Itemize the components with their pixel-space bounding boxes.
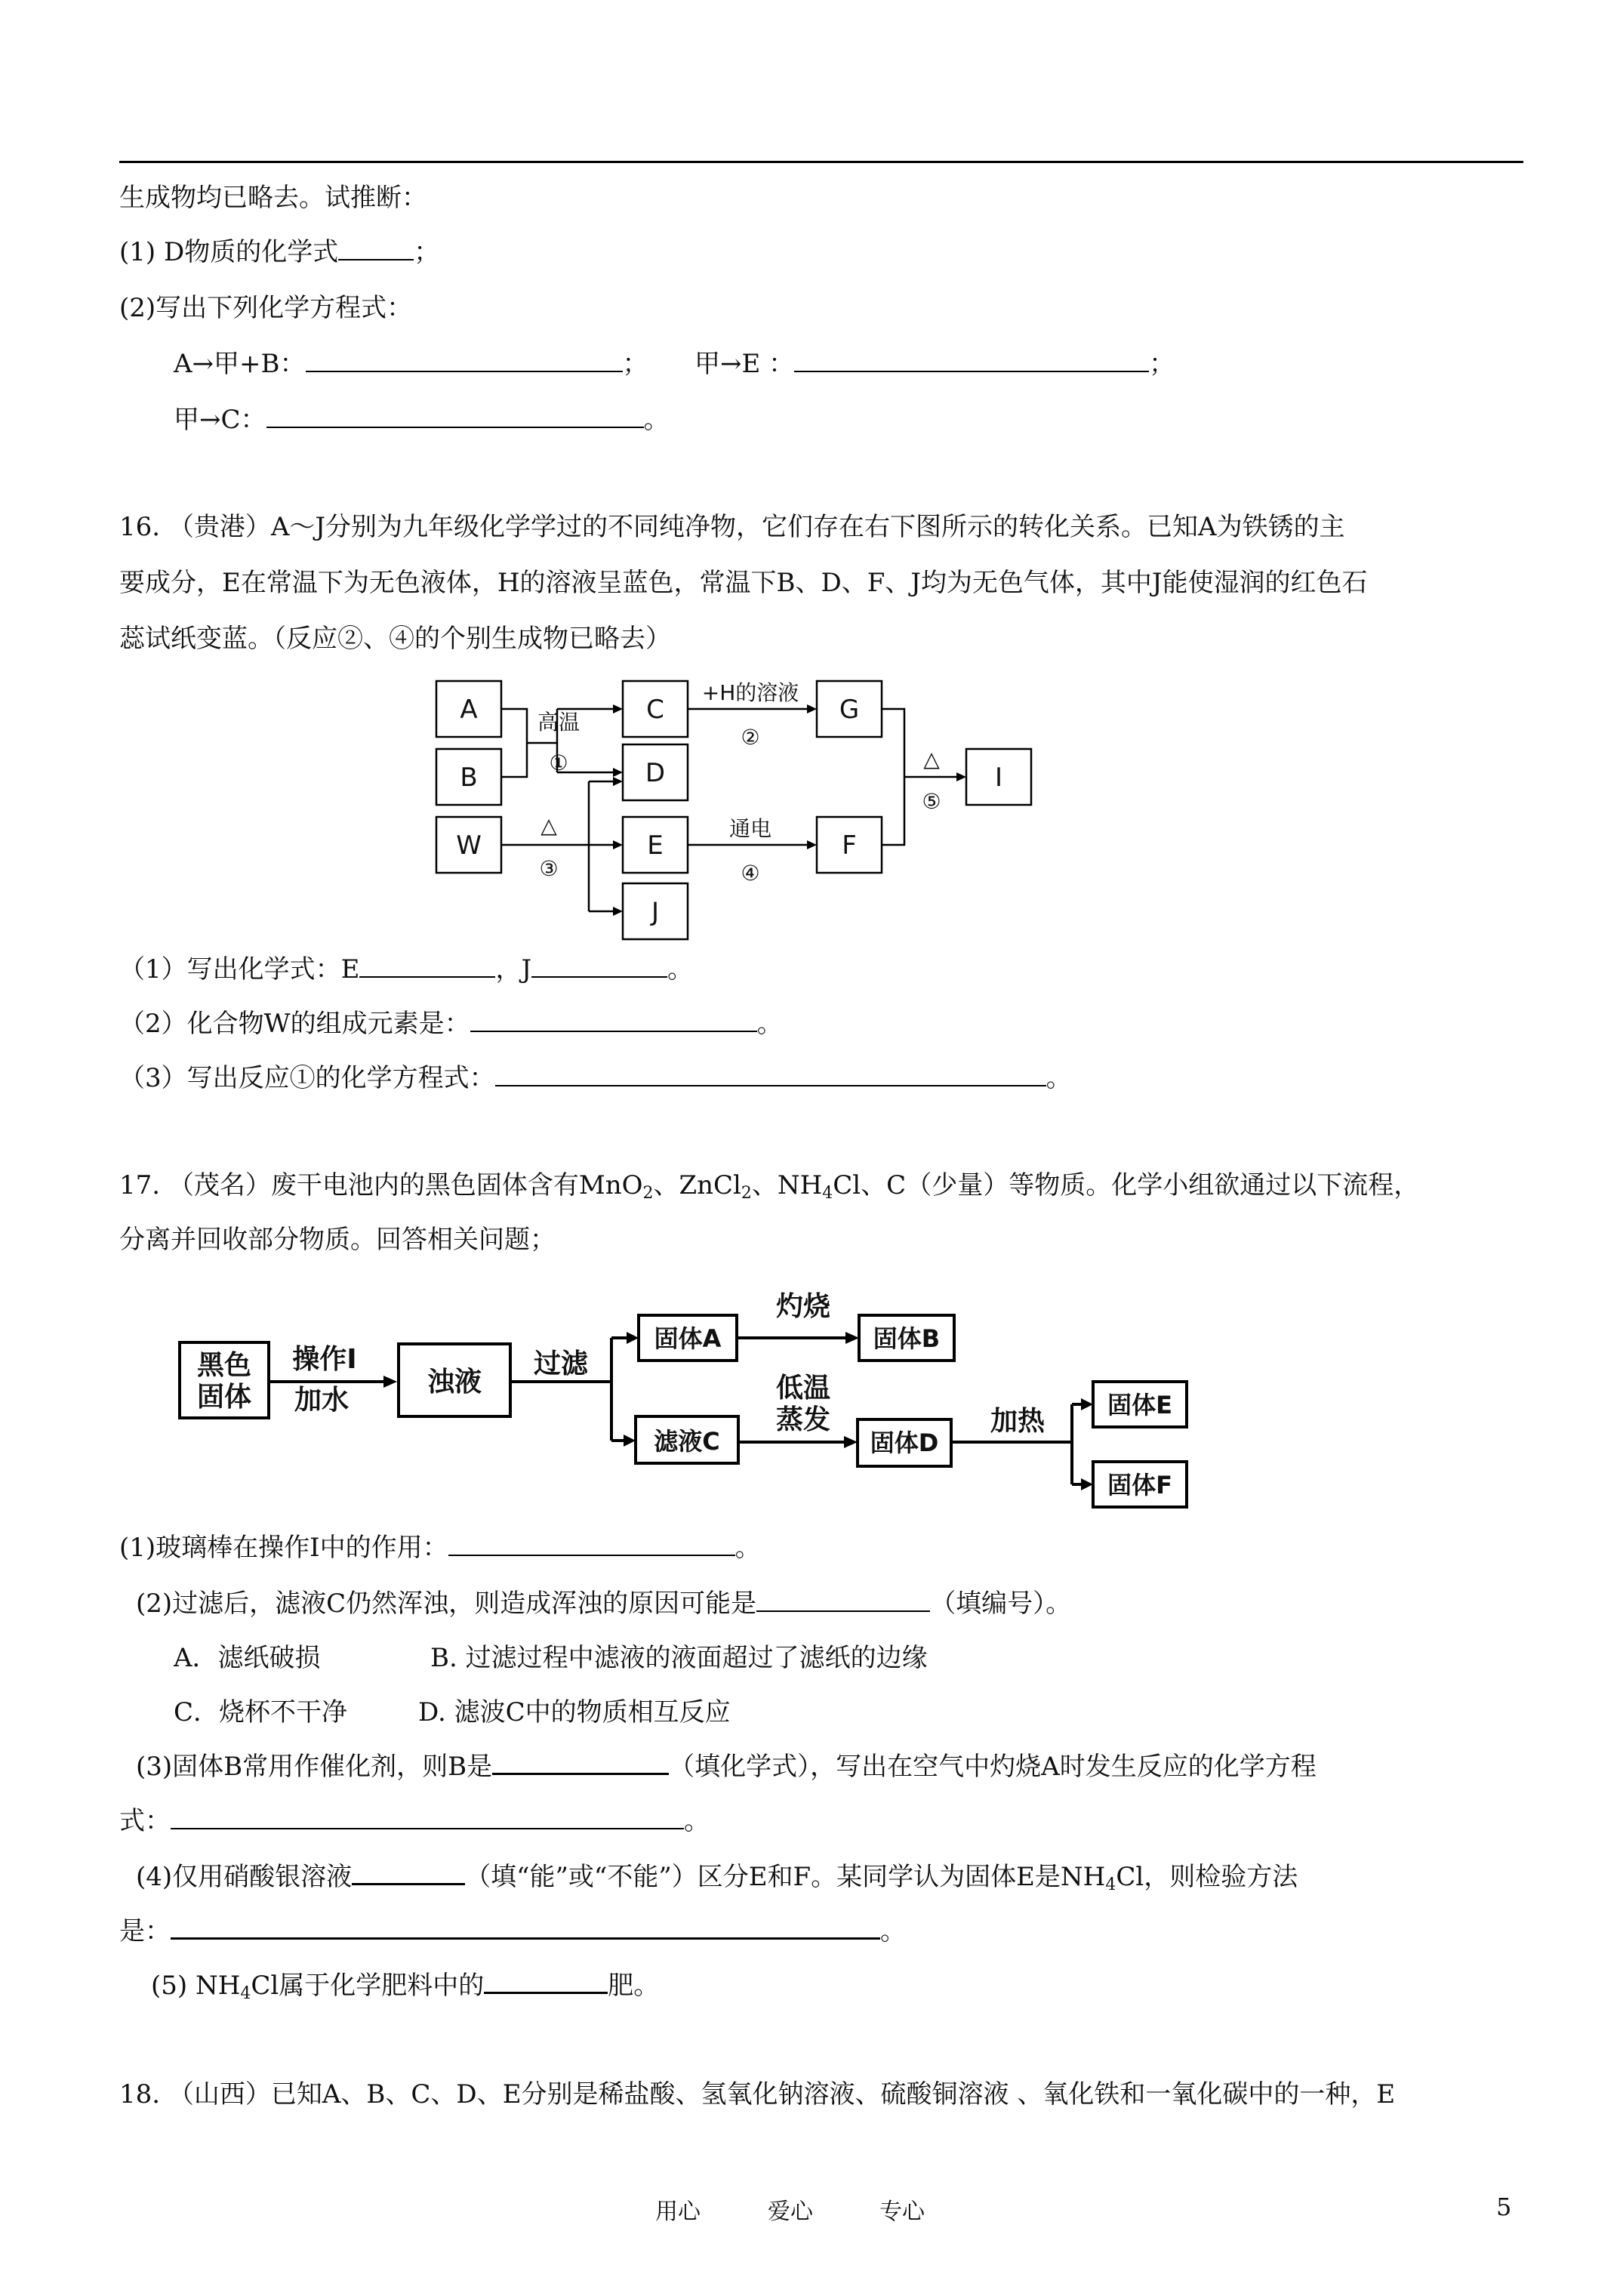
answer-blank[interactable] [492, 1750, 669, 1775]
p16-line3: 蕊试纸变蓝。（反应②、④的个别生成物已略去） [119, 624, 671, 654]
p17-optA: A．滤纸破损 [174, 1643, 321, 1673]
p17-optB: B. 过滤过程中滤液的液面超过了滤纸的边缘 [430, 1643, 928, 1673]
p17-q4: (4)仅用硝酸银溶液 （填“能”或“不能”）区分E和F。某同学认为固体E是$NH_4Cl$，则检验方法 [136, 1862, 1298, 1894]
cond-r1: ① [549, 750, 568, 775]
p17-q5: (5) $NH_4Cl$属于化学肥料中的 肥。 [151, 1971, 660, 2003]
p17-q1: (1)玻璃棒在操作Ⅰ中的作用： 。 [119, 1533, 761, 1563]
p17-line1: 17. （茂名）废干电池内的黑色固体含有MnO$_2$、ZnCl$_2$、$NH_4Cl$、C（少量）等物质。化学小组欲通过以下流程， [119, 1170, 1420, 1203]
cond-r5: ⑤ [922, 789, 941, 814]
cond-plus-h: +H的溶液 [701, 680, 799, 705]
cond-high-temp: 高温 [537, 710, 581, 735]
p17-q2: (2)过滤后，滤液C仍然浑浊，则造成浑浊的原因可能是 （填编号）。 [136, 1589, 1072, 1619]
cond-r3: ③ [539, 856, 559, 881]
answer-blank[interactable] [448, 1532, 735, 1556]
page-number: 5 [1496, 2193, 1512, 2221]
label-A: A [460, 695, 478, 725]
cond-r4: ④ [741, 861, 760, 886]
p17-q3-cont: 式： 。 [119, 1806, 710, 1836]
answer-blank[interactable] [484, 1969, 608, 1994]
answer-blank[interactable] [756, 1588, 930, 1612]
p16-q2: （2）化合物W的组成元素是： 。 [119, 1009, 783, 1039]
flow-low-temp: 低温 [775, 1373, 831, 1404]
flow-solidA: 固体A [654, 1324, 722, 1353]
label-E: E [647, 831, 664, 861]
label-F: F [842, 831, 857, 861]
p16-q1: （1）写出化学式：E ，J 。 [119, 954, 694, 985]
cond-r2: ② [741, 725, 760, 750]
p18-line1: 18. （山西）已知A、B、C、D、E分别是稀盐酸、氢氧化钠溶液、硫酸铜溶液 、氧化铁和一氧化碳中的一种，E [119, 2079, 1396, 2110]
cond-heat: △ [540, 813, 557, 838]
p16-q3: （3）写出反应①的化学方程式： 。 [119, 1063, 1072, 1093]
p15-eq1: A→甲+B： ； [174, 349, 648, 379]
label-B: B [460, 763, 478, 793]
p16-line1: 16. （贵港）A～J分别为九年级化学学过的不同纯净物，它们存在右下图所示的转化关系。已知A为铁锈的主 [119, 512, 1345, 542]
p17-line2: 分离并回收部分物质。回答相关问题； [119, 1225, 556, 1255]
cond-electrolysis: 通电 [728, 816, 772, 841]
label-I: I [994, 763, 1003, 793]
flow-turbid: 浊液 [427, 1367, 482, 1398]
answer-blank[interactable] [171, 1915, 880, 1940]
label-J: J [651, 897, 660, 927]
p17-q3: (3)固体B常用作催化剂，则B是 （填化学式），写出在空气中灼烧A时发生反应的化学方程 [136, 1752, 1317, 1782]
flow-op1: 操作Ⅰ [292, 1344, 357, 1375]
p17-q4-cont: 是： 。 [119, 1916, 906, 1946]
label-G: G [839, 695, 860, 725]
footer-word-3: 专心 [879, 2199, 925, 2225]
flow-add-water: 加水 [294, 1385, 350, 1416]
answer-blank[interactable] [352, 1860, 465, 1885]
p17-optC: C．烧杯不干净 [174, 1697, 348, 1727]
flow-filtrateC: 滤液C [654, 1427, 720, 1456]
flow-burn: 灼烧 [775, 1291, 831, 1322]
p17-optD: D. 滤波C中的物质相互反应 [418, 1697, 731, 1727]
p15-eq3: 甲→C： 。 [174, 405, 670, 435]
p15-q2: (2)写出下列化学方程式： [119, 293, 413, 323]
footer-word-1: 用心 [655, 2199, 701, 2225]
label-W: W [456, 831, 482, 861]
flow-filter: 过滤 [533, 1348, 589, 1379]
p16-line2: 要成分，E在常温下为无色液体，H的溶液呈蓝色，常温下B、D、F、J均为无色气体，其中J能使湿润的红色石 [119, 568, 1368, 598]
footer-word-2: 爱心 [768, 2199, 813, 2225]
cond-heat-5: △ [923, 747, 940, 772]
flow-solidE: 固体E [1107, 1391, 1172, 1419]
flow-solidF: 固体F [1107, 1471, 1172, 1499]
p15-q1: (1) D物质的化学式 ； [119, 237, 440, 267]
flow-black-solid-2: 固体 [196, 1382, 252, 1413]
p15-line: 生成物均已略去。试推断： [119, 183, 427, 213]
p15-eq2: 甲→E ： ； [694, 349, 1175, 379]
answer-blank[interactable] [171, 1805, 684, 1829]
flow-solidB: 固体B [873, 1324, 941, 1353]
label-D: D [645, 758, 666, 788]
flow-evaporate: 蒸发 [775, 1404, 831, 1435]
flow-black-solid-1: 黑色 [196, 1350, 252, 1381]
flow-heating: 加热 [990, 1406, 1046, 1437]
label-C: C [646, 695, 664, 725]
flow-solidD: 固体D [870, 1428, 939, 1457]
